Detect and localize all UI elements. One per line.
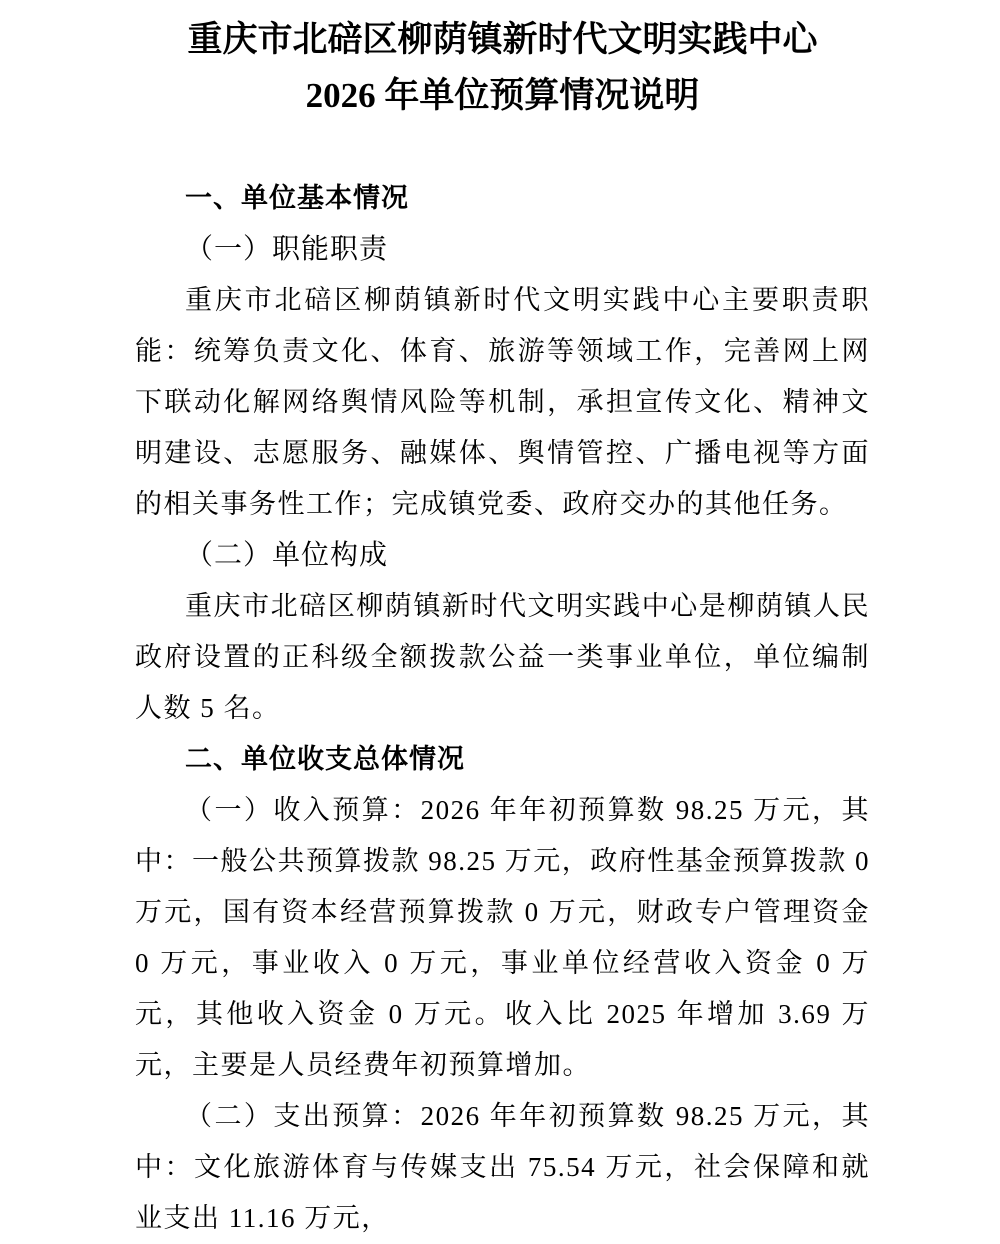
document-body xyxy=(135,173,870,1244)
paragraph-functions: 重庆市北碚区柳荫镇新时代文明实践中心主要职责职能：统筹负责文化、体育、旅游等领域工作，完善网上网下联动化解网络舆情风险等机制，承担宣传文化、精神文明建设、志愿服务、融媒体、舆情管控、广播电视等方面的相关事务性工作；完成镇党委、政府交办的其他任务。 xyxy=(135,285,870,519)
subsection-heading-functions: （一）职能职责 xyxy=(185,234,389,265)
document-title xyxy=(135,8,870,124)
title-line-1: 重庆市北碚区柳荫镇新时代文明实践中心 xyxy=(187,20,818,59)
section-heading-budget-overview: 二、单位收支总体情况 xyxy=(185,744,465,774)
title-line-2: 2026 年单位预算情况说明 xyxy=(305,76,700,115)
paragraph-revenue-budget: （一）收入预算：2026 年年初预算数 98.25 万元，其中：一般公共预算拨款 98.25 万元，政府性基金预算拨款 0 万元，国有资本经营预算拨款 0 万元，财政专户管理资金 0 万元，事业收入 0 万元，事业单位经营收入资金 0 万元，其他收入资金 0 万元。收入比 2025 年增加 3.69 万元，主要是人员经费年初预算增加。 xyxy=(135,795,870,1080)
paragraph-expenditure-budget: （二）支出预算：2026 年年初预算数 98.25 万元，其中：文化旅游体育与传媒支出 75.54 万元，社会保障和就业支出 11.16 万元， xyxy=(135,1101,870,1233)
paragraph-composition: 重庆市北碚区柳荫镇新时代文明实践中心是柳荫镇人民政府设置的正科级全额拨款公益一类事业单位，单位编制人数 5 名。 xyxy=(135,591,870,723)
subsection-heading-composition: （二）单位构成 xyxy=(185,540,389,571)
section-heading-basic-info: 一、单位基本情况 xyxy=(185,183,409,213)
